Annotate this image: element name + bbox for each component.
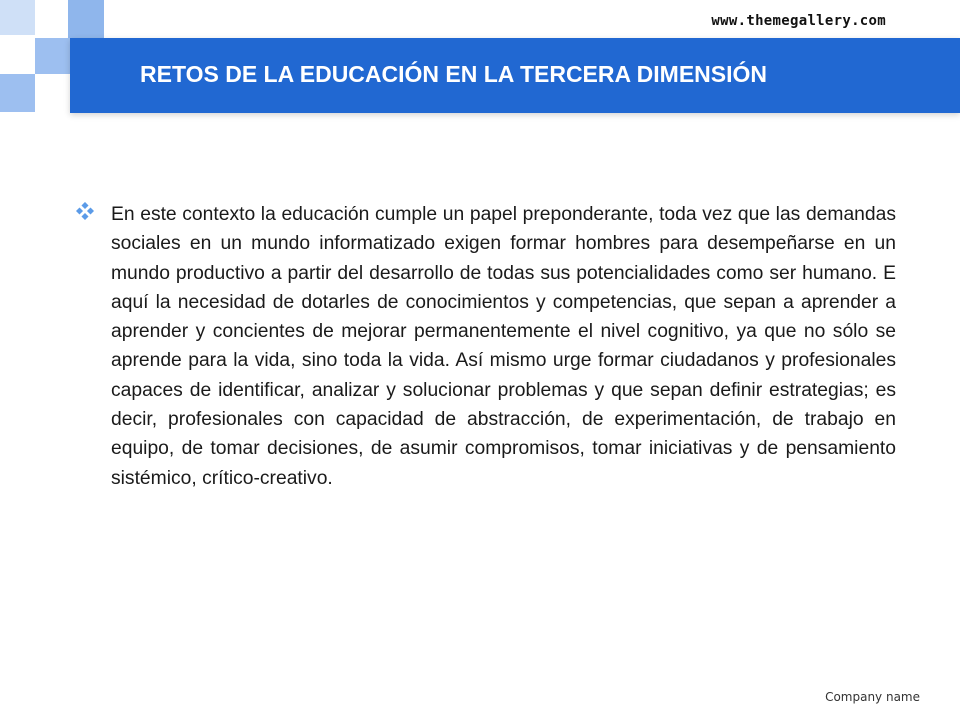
slide-title: RETOS DE LA EDUCACIÓN EN LA TERCERA DIMENSIÓN — [140, 61, 767, 87]
four-point-star-bullet-icon — [76, 202, 94, 220]
decorative-square-mid — [35, 38, 70, 74]
decorative-square-white — [35, 0, 70, 38]
decorative-square-mid — [68, 0, 104, 38]
company-name: Company name — [825, 690, 920, 704]
site-url: www.themegallery.com — [711, 13, 886, 29]
bullet-text: En este contexto la educación cumple un papel preponderante, toda vez que las demandas sociales en un mundo informatizado exigen formar hombres para desempeñarse en un mundo productivo a partir del desarrollo de todas sus potencialidades como ser humano. E aquí la necesidad de dotarles de conocimientos y competencias, que sepan a aprender a aprender y concientes de mejorar permanentemente el nivel cognitivo, ya que no sólo se aprende para la vida, sino toda la vida. Así mismo urge formar ciudadanos y profesionales capaces de identificar, analizar y solucionar problemas y que sepan definir estrategias; es decir, profesionales con capacidad de abstracción, de experimentación, de trabajo en equipo, de tomar decisiones, de asumir compromisos, tomar iniciativas y de pensamiento sistémico, crítico-creativo. — [111, 204, 896, 489]
decorative-square-mid — [0, 74, 35, 112]
decorative-square-white — [0, 35, 35, 74]
bullet-item — [76, 200, 896, 493]
decorative-square-light — [0, 0, 35, 35]
